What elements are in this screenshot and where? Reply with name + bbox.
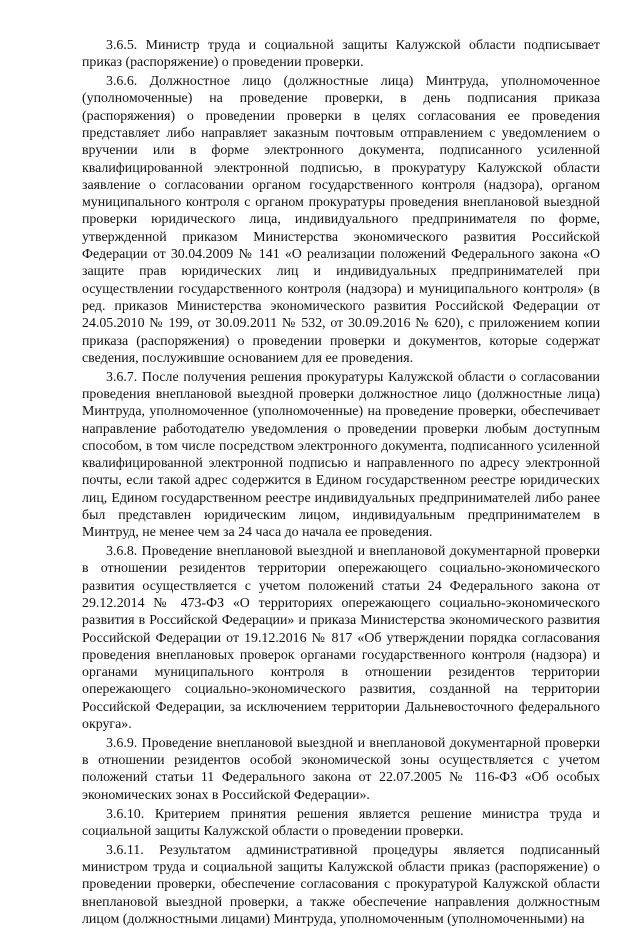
paragraph-3-6-11: 3.6.11. Результатом административной процедуры является подписанный министром труда и социальной защиты Калужской области приказ (распоряжение) о проведении проверки, обеспечение согласования с прокуратурой Калужской области внеплановой выездной проверки, а также обеспечение направления должностным лицом (должностными лицами) Минтруда, уполномоченным (уполномоченными) на (82, 842, 600, 927)
paragraph-3-6-7: 3.6.7. После получения решения прокуратуры Калужской области о согласовании проведения внеплановой выездной проверки должностное лицо (должностные лица) Минтруда, уполномоченное (уполномоченные) на проведение проверки, обеспечивает направление работодателю уведомления о проведении проверки любым доступным способом, в том числе посредством электронного документа, подписанного усиленной квалифицированной электронной подписью и направленного по адресу электронной почты, если такой адрес содержится в Едином государственном реестре юридических лиц, Едином государственном реестре индивидуальных предпринимателей либо ранее был представлен юридическим лицом, индивидуальным предпринимателем в Минтруд, не менее чем за 24 часа до начала ее проведения. (82, 369, 600, 541)
paragraph-3-6-9: 3.6.9. Проведение внеплановой выездной и внеплановой документарной проверки в отношении резидентов особой экономической зоны осуществляется с учетом положений статьи 11 Федерального закона от 22.07.2005 № 116-ФЗ «Об особых экономических зонах в Российской Федерации». (82, 735, 600, 803)
paragraph-3-6-10: 3.6.10. Критерием принятия решения является решение министра труда и социальной защиты Калужской области о проведении проверки. (82, 806, 600, 839)
paragraph-3-6-5: 3.6.5. Министр труда и социальной защиты Калужской области подписывает приказ (распоряжение) о проведении проверки. (82, 38, 600, 71)
paragraph-3-6-8: 3.6.8. Проведение внеплановой выездной и внеплановой документарной проверки в отношении резидентов территории опережающего социально-экономического развития осуществляется с учетом положений статьи 24 Федерального закона от 29.12.2014 № 473-ФЗ «О территориях опережающего социально-экономического развития в Российской Федерации» и приказа Министерства экономического развития Российской Федерации от 19.12.2016 № 817 «Об утверждении порядка согласования проведения внеплановых проверок органами государственного контроля (надзора) и органами муниципального контроля в отношении резидентов территории опережающего социально-экономического развития, созданной на территории Российской Федерации, за исключением территории Дальневосточного федерального округа». (82, 544, 600, 733)
paragraph-3-6-6: 3.6.6. Должностное лицо (должностные лица) Минтруда, уполномоченное (уполномоченные) на проведение проверки, в день подписания приказа (распоряжения) о проведении проверки в целях согласования ее проведения представляет либо направляет заказным почтовым отправлением с уведомлением о вручении или в форме электронного документа, подписанного усиленной квалифицированной электронной подписью, в прокуратуру Калужской области заявление о согласовании органом государственного контроля (надзора), органом муниципального контроля с органом прокуратуры проведения внеплановой выездной проверки юридического лица, индивидуального предпринимателя по форме, утвержденной приказом Министерства экономического развития Российской Федерации от 30.04.2009 № 141 «О реализации положений Федерального закона «О защите прав юридических лиц и индивидуальных предпринимателей при осуществлении государственного контроля (надзора) и муниципального контроля» (в ред. приказов Министерства экономического развития Российской Федерации от 24.05.2010 № 199, от 30.09.2011 № 532, от 30.09.2016 № 620), с приложением копии приказа (распоряжения) о проведении проверки и документов, которые содержат сведения, послужившие основанием для ее проведения. (82, 74, 600, 366)
document-body (82, 37, 600, 930)
